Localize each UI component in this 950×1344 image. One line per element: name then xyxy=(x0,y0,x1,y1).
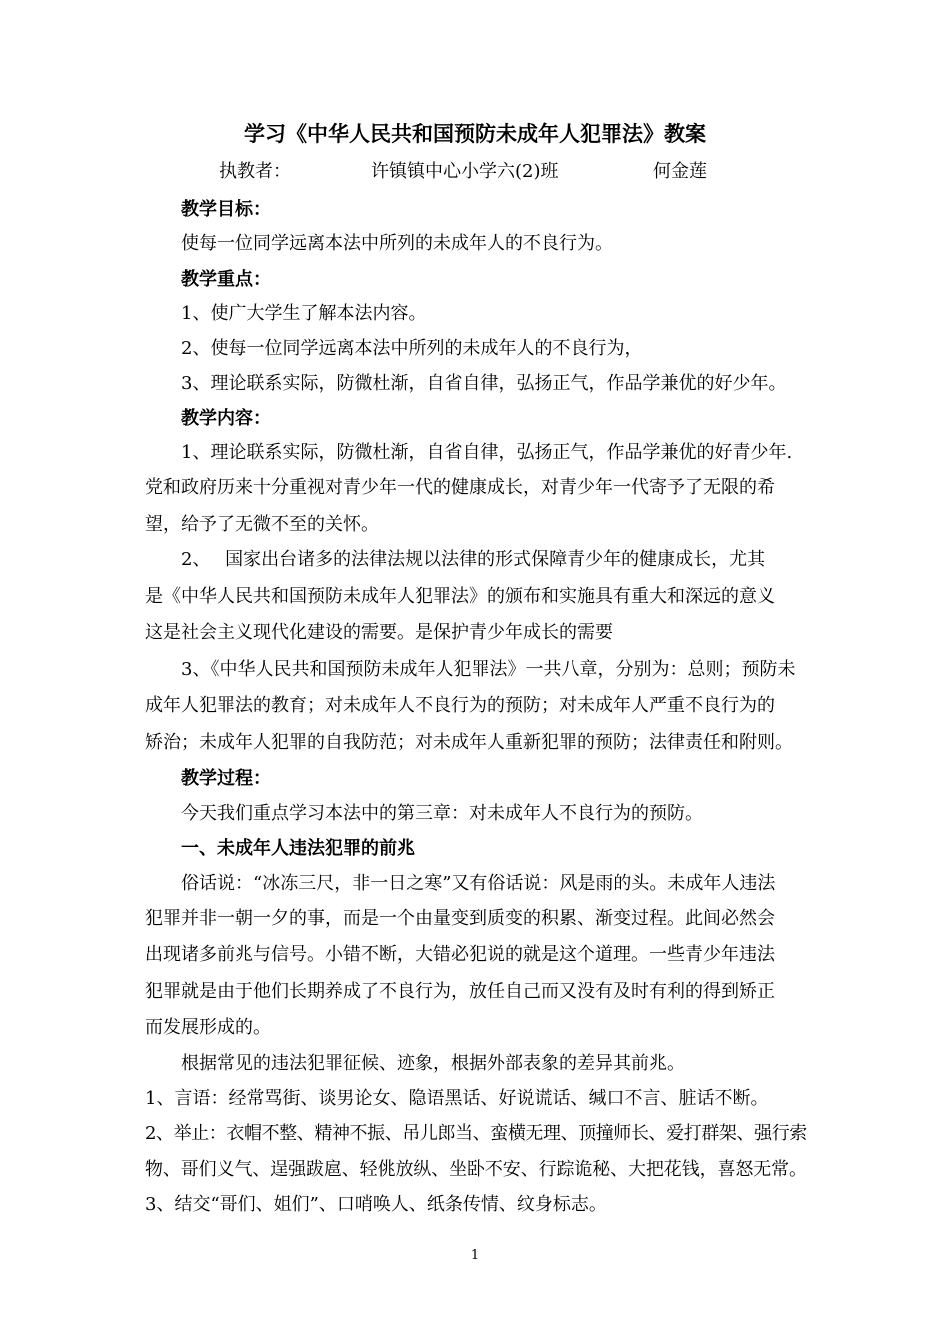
part1-para1-line-4: 犯罪就是由于他们长期养成了不良行为，放任自己而又没有及时有利的得到矫正 xyxy=(145,981,775,1002)
author-school: 许镇镇中心小学六(2)班 xyxy=(371,161,559,182)
focus-item-2: 2、使每一位同学远离本法中所列的未成年人的不良行为， xyxy=(181,338,643,359)
part1-para1-line-5: 而发展形成的。 xyxy=(145,1017,271,1038)
content-2-line-2: 是《中华人民共和国预防未成年人犯罪法》的颁布和实施具有重大和深远的意义 xyxy=(145,586,775,607)
author-label: 执教者： xyxy=(219,161,291,182)
sign-3: 3、结交“哥们、姐们”、口哨唤人、纸条传情、纹身标志。 xyxy=(145,1194,607,1215)
sign-2-line-2: 物、哥们义气、逞强跋扈、轻佻放纵、坐卧不安、行踪诡秘、大把花钱，喜怒无常。 xyxy=(145,1159,807,1180)
content-heading: 教学内容： xyxy=(181,408,271,429)
goal-text: 使每一位同学远离本法中所列的未成年人的不良行为。 xyxy=(181,233,613,254)
sign-1: 1、言语：经常骂街、谈男论女、隐语黑话、好说谎话、缄口不言、脏话不断。 xyxy=(145,1088,769,1109)
process-heading: 教学过程： xyxy=(181,768,271,789)
content-3-line-3: 矫治；未成年人犯罪的自我防范；对未成年人重新犯罪的预防；法律责任和附则。 xyxy=(145,732,793,753)
focus-item-3: 3、理论联系实际，防微杜渐，自省自律，弘扬正气，作品学兼优的好少年。 xyxy=(181,373,787,394)
part1-para1-line-2: 犯罪并非一朝一夕的事，而是一个由量变到质变的积累、渐变过程。此间必然会 xyxy=(145,908,775,929)
sign-2-line-1: 2、举止：衣帽不整、精神不振、吊儿郎当、蛮横无理、顶撞师长、爱打群架、强行索 xyxy=(145,1123,807,1144)
content-2-line-3: 这是社会主义现代化建设的需要。是保护青少年成长的需要 xyxy=(145,622,613,643)
content-3-line-2: 成年人犯罪法的教育；对未成年人不良行为的预防；对未成年人严重不良行为的 xyxy=(145,695,775,716)
part1-para2: 根据常见的违法犯罪征候、迹象，根据外部表象的差异其前兆。 xyxy=(181,1053,685,1074)
content-1-line-3: 望，给予了无微不至的关怀。 xyxy=(145,514,379,535)
part1-para1-line-1: 俗话说：“冰冻三尺，非一日之寒”又有俗话说：风是雨的头。未成年人违法 xyxy=(181,873,776,894)
content-3-line-1: 3、《中华人民共和国预防未成年人犯罪法》一共八章，分别为：总则；预防未 xyxy=(181,659,796,680)
content-2-line-1: 2、 国家出台诸多的法律法规以法律的形式保障青少年的健康成长，尤其 xyxy=(181,549,766,570)
content-1-line-2: 党和政府历来十分重视对青少年一代的健康成长，对青少年一代寄予了无限的希 xyxy=(145,477,775,498)
process-intro: 今天我们重点学习本法中的第三章：对未成年人不良行为的预防。 xyxy=(181,803,703,824)
page-number: 1 xyxy=(470,1248,480,1263)
focus-item-1: 1、使广大学生了解本法内容。 xyxy=(181,303,427,324)
content-1-line-1: 1、理论联系实际，防微杜渐，自省自律，弘扬正气，作品学兼优的好青少年. xyxy=(181,442,793,463)
focus-heading: 教学重点： xyxy=(181,269,271,290)
part1-para1-line-3: 出现诸多前兆与信号。小错不断，大错必犯说的就是这个道理。一些青少年违法 xyxy=(145,944,775,965)
part1-heading: 一、未成年人违法犯罪的前兆 xyxy=(181,838,415,859)
document-title: 学习《中华人民共和国预防未成年人犯罪法》教案 xyxy=(244,122,706,146)
goal-heading: 教学目标： xyxy=(181,199,271,220)
author-name: 何金莲 xyxy=(653,161,707,182)
